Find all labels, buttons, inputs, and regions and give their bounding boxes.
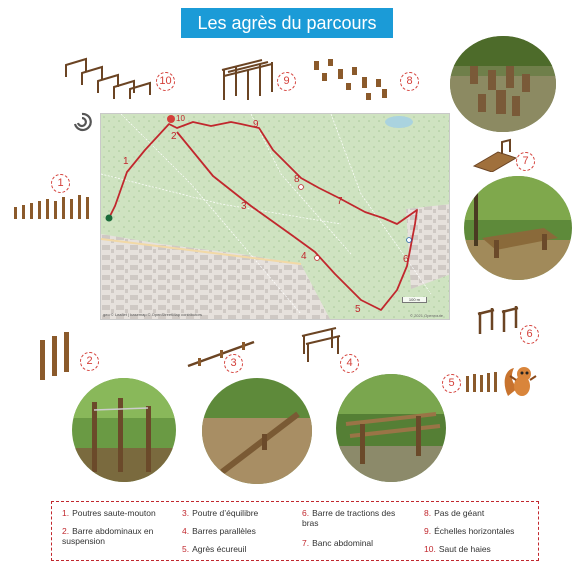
badge-2: 2 [80,352,99,371]
end-marker-icon[interactable] [167,115,175,123]
abdominal-bench-sketch [472,138,518,172]
legend-item-9: 9. Échelles horizontales [424,526,515,536]
badge-10: 10 [156,72,175,91]
horizontal-ladder-sketch [218,56,276,102]
badge-3: 3 [224,354,243,373]
route-label-3: 3 [241,201,247,212]
badge-9: 9 [277,72,296,91]
route-label-2: 2 [171,131,177,142]
legend-item-2: 2. Barre abdominaux en suspension [62,526,154,546]
legend [51,501,539,561]
route-map[interactable] [100,113,450,320]
route-label-5: 5 [355,304,361,315]
route-label-6: 6 [403,254,409,265]
start-marker-icon[interactable] [106,215,113,222]
legend-item-10: 10. Saut de haies [424,544,491,554]
legend-item-1: 1. Poutres saute-mouton [62,508,156,518]
map-scale: 100 m [402,297,427,303]
map-copyright: © 2021 Openroute [410,313,443,318]
abdominal-bar-sketch [36,330,76,382]
badge-4: 4 [340,354,359,373]
route-label-9: 9 [253,119,259,130]
squirrel-mascot-icon [500,360,540,400]
badge-5: 5 [442,374,461,393]
legend-item-4: 4. Barres parallèles [182,526,256,536]
legend-item-8: 8. Pas de géant [424,508,485,518]
parallel-bars-sketch [298,324,344,364]
badge-1: 1 [51,174,70,193]
photo-balance-beam [202,378,312,484]
badge-6: 6 [520,325,539,344]
balance-beam-sketch [184,338,258,370]
photo-giant-steps [450,36,556,132]
leapfrog-posts-sketch [12,193,98,223]
squirrel-posts-sketch [464,370,500,394]
badge-7: 7 [516,152,535,171]
route-label-10: 10 [176,114,185,123]
route-label-1: 1 [123,156,129,167]
route-label-4: 4 [301,251,307,262]
badge-8: 8 [400,72,419,91]
pullup-bar-sketch [474,302,520,336]
photo-abdominal-bench [464,176,572,280]
legend-item-3: 3. Poutre d’équilibre [182,508,259,518]
route-label-8: 8 [294,174,300,185]
giant-steps-sketch [308,55,398,105]
map-attribution: geo © Leaflet | basemap © OpenStreetMap contributors [103,312,202,317]
hurdles-sketch [62,55,154,101]
legend-item-6: 6. Barre de tractions des bras [302,508,396,528]
legend-item-5: 5. Agrès écureuil [182,544,247,554]
photo-abdominal-bar [72,378,176,482]
photo-parallel-bars [336,374,446,482]
swirl-logo-icon [72,112,92,132]
page-title: Les agrès du parcours [181,8,393,38]
route-label-7: 7 [337,196,343,207]
legend-item-7: 7. Banc abdominal [302,538,374,548]
